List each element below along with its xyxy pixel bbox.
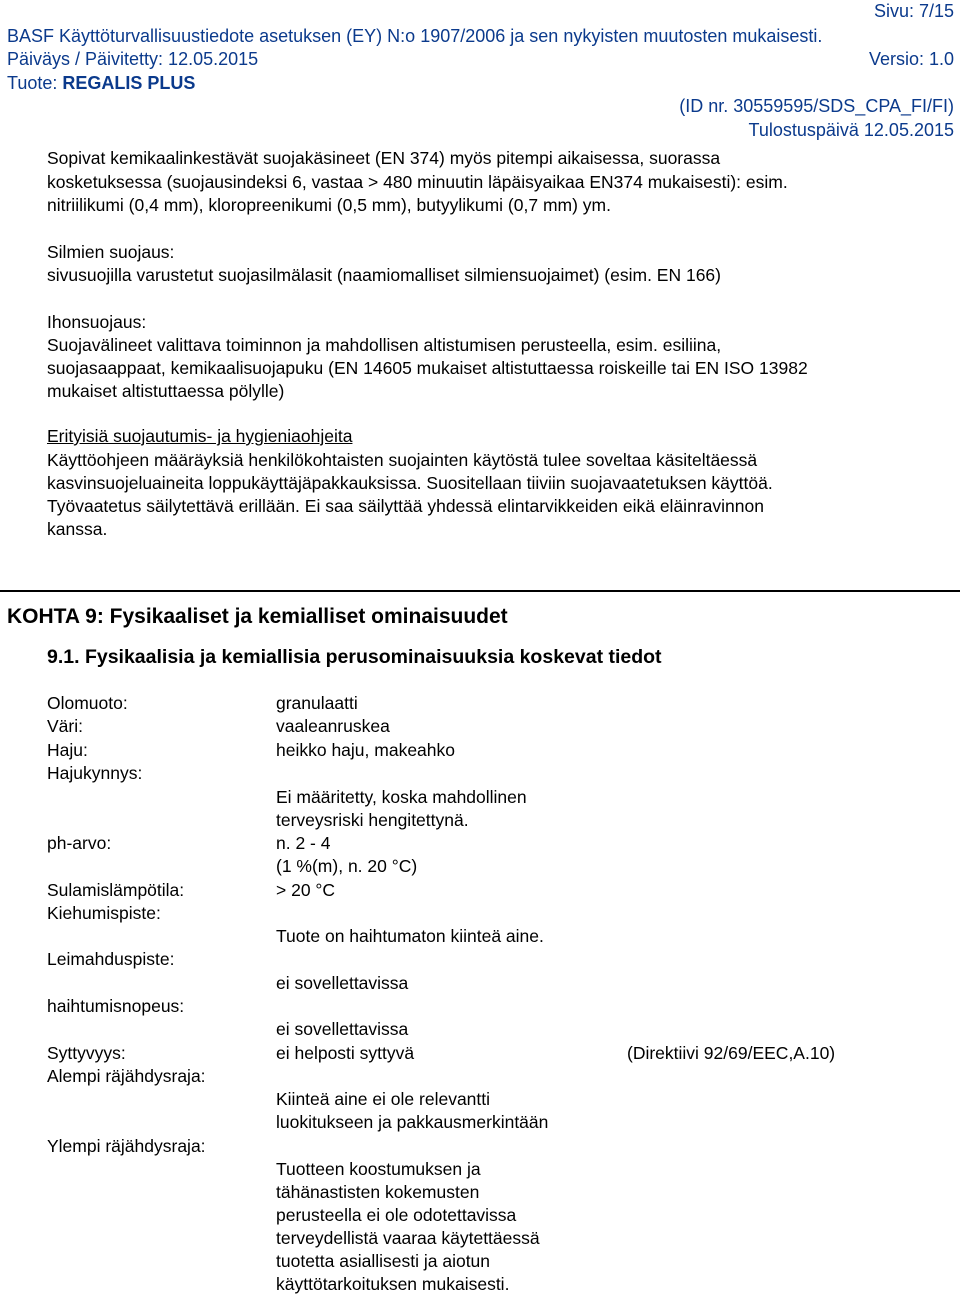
hygiene-line-2: kasvinsuojeluaineita loppukäyttäjäpakkauksissa. Suositellaan tiiviin suojavaatetuksen käyttöä. <box>47 473 773 493</box>
skin-protection-line-3: mukaiset altistuttaessa pölylle) <box>47 381 285 401</box>
eye-protection-text: sivusuojilla varustetut suojasilmälasit (naamiomalliset silmiensuojaimet) (esim. EN 166) <box>47 265 721 285</box>
property-label-odour: Haju: <box>47 740 88 760</box>
property-value-ph-1: n. 2 - 4 <box>276 833 331 853</box>
property-value-upper-explosion-limit-5: tuotetta asiallisesti ja aiotun <box>276 1251 491 1271</box>
page-number: Sivu: 7/15 <box>873 1 954 21</box>
property-label-upper-explosion-limit: Ylempi räjähdysraja: <box>47 1136 206 1156</box>
skin-protection-line-2: suojasaappaat, kemikaalisuojapuku (EN 14605 mukaiset altistuttaessa roiskeille tai EN ISO 13982 <box>47 358 808 378</box>
property-value-odour: heikko haju, makeahko <box>276 740 455 760</box>
skin-protection-heading: Ihonsuojaus: <box>47 312 147 332</box>
section-9-1-subtitle: 9.1. Fysikaalisia ja kemiallisia perusominaisuuksia koskevat tiedot <box>47 646 662 668</box>
property-value-ph-2: (1 %(m), n. 20 °C) <box>276 856 418 876</box>
property-note-flammability: (Direktiivi 92/69/EEC,A.10) <box>627 1043 836 1063</box>
property-label-flash-point: Leimahduspiste: <box>47 949 175 969</box>
property-label-evaporation-rate: haihtumisnopeus: <box>47 996 185 1016</box>
section-divider <box>0 590 960 592</box>
hygiene-line-3: Työvaatetus säilytettävä erillään. Ei saa säilyttää yhdessä elintarvikkeiden eikä eläinravinnon <box>47 496 764 516</box>
product-prefix: Tuote: <box>7 73 58 93</box>
property-label-lower-explosion-limit: Alempi räjähdysraja: <box>47 1066 206 1086</box>
property-value-upper-explosion-limit-6: käyttötarkoituksen mukaisesti. <box>276 1274 510 1294</box>
property-label-odour-threshold: Hajukynnys: <box>47 763 143 783</box>
property-label-ph: ph-arvo: <box>47 833 112 853</box>
property-label-flammability: Syttyvyys: <box>47 1043 126 1063</box>
print-date: Tulostuspäivä 12.05.2015 <box>748 120 954 140</box>
eye-protection-heading: Silmien suojaus: <box>47 242 175 262</box>
property-value-odour-threshold-2: terveysriski hengitettynä. <box>276 810 469 830</box>
revision-date: Päiväys / Päivitetty: 12.05.2015 <box>7 49 259 69</box>
document-title: BASF Käyttöturvallisuustiedote asetuksen (EY) N:o 1907/2006 ja sen nykyisten muutosten mukaisesti. <box>7 26 823 46</box>
property-value-colour: vaaleanruskea <box>276 716 390 736</box>
property-value-odour-threshold-1: Ei määritetty, koska mahdollinen <box>276 787 527 807</box>
gloves-line-2: kosketuksessa (suojausindeksi 6, vastaa > 480 minuutin läpäisyaikaa EN374 mukaisesti): esim. <box>47 172 788 192</box>
gloves-line-3: nitriilikumi (0,4 mm), kloropreenikumi (0,5 mm), butyylikumi (0,7 mm) ym. <box>47 195 611 215</box>
property-value-lower-explosion-limit-1: Kiinteä aine ei ole relevantti <box>276 1089 491 1109</box>
property-value-flammability: ei helposti syttyvä <box>276 1043 415 1063</box>
property-value-flash-point: ei sovellettavissa <box>276 973 409 993</box>
property-value-form: granulaatti <box>276 693 358 713</box>
skin-protection-line-1: Suojavälineet valittava toiminnon ja mahdollisen altistumisen perusteella, esim. esiliina, <box>47 335 722 355</box>
property-label-boiling-point: Kiehumispiste: <box>47 903 161 923</box>
product-name: REGALIS PLUS <box>62 73 196 93</box>
property-label-form: Olomuoto: <box>47 693 128 713</box>
property-label-colour: Väri: <box>47 716 83 736</box>
product-line <box>7 72 195 94</box>
property-value-upper-explosion-limit-2: tähänastisten kokemusten <box>276 1182 480 1202</box>
property-value-melting-point: > 20 °C <box>276 880 336 900</box>
hygiene-line-4: kanssa. <box>47 519 108 539</box>
property-value-upper-explosion-limit-3: perusteella ei ole odotettavissa <box>276 1205 517 1225</box>
property-value-lower-explosion-limit-2: luokitukseen ja pakkausmerkintään <box>276 1112 549 1132</box>
hygiene-line-1: Käyttöohjeen määräyksiä henkilökohtaisten suojainten käytöstä tulee soveltaa käsiteltäessä <box>47 450 758 470</box>
id-number: (ID nr. 30559595/SDS_CPA_FI/FI) <box>679 96 954 116</box>
gloves-line-1: Sopivat kemikaalinkestävät suojakäsineet (EN 374) myös pitempi aikaisessa, suorassa <box>47 148 721 168</box>
property-label-melting-point: Sulamislämpötila: <box>47 880 185 900</box>
property-value-upper-explosion-limit-4: terveydellistä vaaraa käytettäessä <box>276 1228 540 1248</box>
property-value-evaporation-rate: ei sovellettavissa <box>276 1019 409 1039</box>
property-value-boiling-point: Tuote on haihtumaton kiinteä aine. <box>276 926 544 946</box>
hygiene-heading: Erityisiä suojautumis- ja hygieniaohjeita <box>47 426 353 446</box>
section-9-title: KOHTA 9: Fysikaaliset ja kemialliset ominaisuudet <box>7 605 508 628</box>
version-label: Versio: 1.0 <box>868 49 954 69</box>
property-value-upper-explosion-limit-1: Tuotteen koostumuksen ja <box>276 1159 481 1179</box>
